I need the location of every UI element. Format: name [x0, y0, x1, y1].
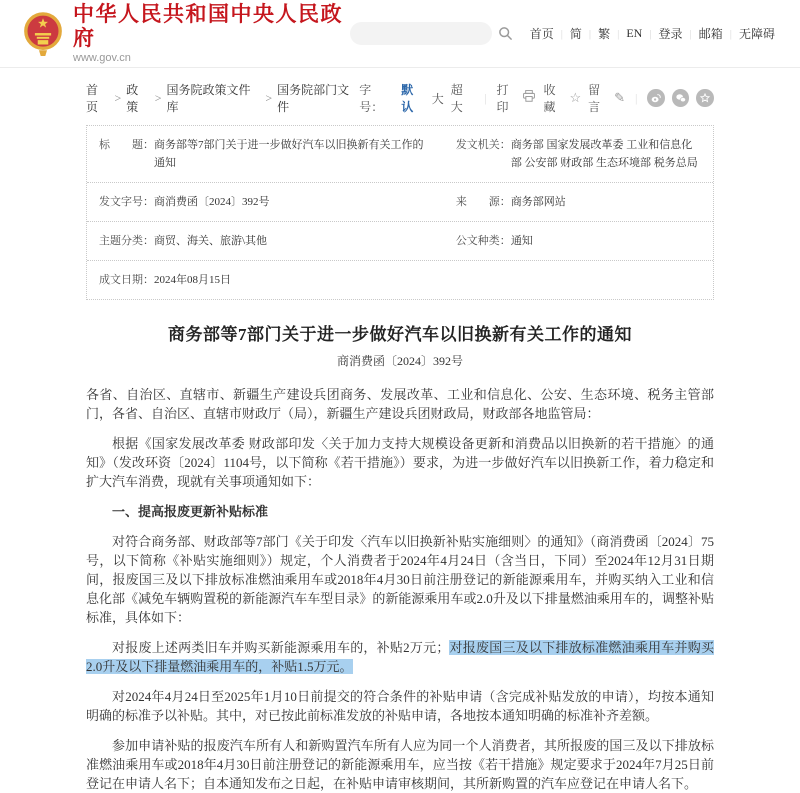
breadcrumb-policy-library[interactable]: 国务院政策文件库 [166, 83, 251, 114]
national-emblem-icon [22, 11, 64, 57]
breadcrumb-department-docs: 国务院部门文件 [277, 83, 350, 114]
breadcrumb-home[interactable]: 首页 [86, 83, 99, 114]
paragraph-application-window: 对2024年4月24日至2025年1月10日前提交的符合条件的补贴申请（含完成补贴发放的申请），均按本通知明确的标准予以补贴。其中，对已按此前标准发放的补贴申请，各地按本通知明确的标准补齐差额。 [86, 689, 714, 723]
qzone-share-icon[interactable] [696, 89, 714, 107]
logo-text [73, 3, 350, 63]
meta-title-cell [87, 126, 444, 182]
meta-date-cell [87, 261, 444, 299]
nav-separator: | [689, 27, 692, 40]
meta-doctype-cell [444, 222, 713, 260]
meta-issuing-value: 商务部 国家发展改革委 工业和信息化部 公安部 财政部 生态环境部 税务总局 [510, 139, 698, 169]
document-article [86, 320, 714, 793]
site-header [0, 0, 800, 68]
paragraph-eligibility: 对符合商务部、财政部等7部门《关于印发〈汽车以旧换新补贴实施细则〉的通知》（商消费函〔2024〕75号，以下简称《补贴实施细则》）规定，个人消费者于2024年4月24日（含当日，下同）至2024年12月31日期间，报废国三及以下排放标准燃油乘用车或2018年4月30日前注册登记的新能源乘用车，并购买纳入工业和信息化部《减免车辆购置税的新能源汽车车型目录》的新能源乘用车或2.0升及以下排量燃油乘用车的，调整补贴标准，具体如下： [86, 534, 714, 625]
meta-row-category [87, 222, 713, 261]
nav-simplified[interactable]: 简 [569, 27, 582, 41]
document-title: 商务部等7部门关于进一步做好汽车以旧换新有关工作的通知 [168, 325, 632, 344]
meta-row-number [87, 183, 713, 222]
meta-doctype-label: 公文种类： [455, 235, 511, 247]
wechat-share-icon[interactable] [672, 89, 690, 107]
nav-login[interactable]: 登录 [658, 27, 683, 41]
subsidy-text-normal: 对报废上述两类旧车并购买新能源乘用车的，补贴2万元； [112, 640, 450, 655]
pencil-icon: ✎ [614, 90, 626, 105]
print-label: 打印 [496, 83, 509, 114]
subsidy-text-highlighted: 对报废国三及以下排放标准燃油乘用车并购买2.0升及以下排量燃油乘用车的，补贴1.5万元。 [86, 640, 714, 674]
site-logo[interactable] [22, 3, 350, 63]
paragraph-salutation: 各省、自治区、直辖市、新疆生产建设兵团商务、发展改革、工业和信息化、公安、生态环境、税务主管部门，各省、自治区、直辖市财政厅（局），新疆生产建设兵团财政局，财政部各地监管局： [86, 387, 714, 421]
comment-label: 留言 [588, 83, 601, 114]
meta-number-value: 商消费函〔2024〕392号 [154, 196, 270, 208]
page-tools [359, 81, 714, 115]
weibo-share-icon[interactable] [647, 89, 665, 107]
section-heading-1: 一、提高报废更新补贴标准 [112, 504, 269, 519]
font-size-xlarge-button[interactable]: 超大 [450, 83, 463, 114]
breadcrumb-policy[interactable]: 政策 [126, 83, 139, 114]
favorite-button[interactable] [543, 81, 581, 115]
nav-separator: | [560, 27, 563, 40]
star-icon: ☆ [569, 90, 582, 105]
font-size-default-button[interactable]: 默认 [401, 83, 414, 114]
nav-separator: | [649, 27, 652, 40]
meta-row-date [87, 261, 713, 299]
meta-issuing-label: 发文机关： [455, 139, 511, 151]
header-right [350, 22, 782, 45]
meta-issuing-cell [444, 126, 713, 182]
meta-number-label: 发文字号： [99, 196, 154, 208]
meta-category-label: 主题分类： [99, 235, 154, 247]
paragraph-basis: 根据《国家发展改革委 财政部印发〈关于加力支持大规模设备更新和消费品以旧换新的若干措施〉的通知》（发改环资〔2024〕1104号，以下简称《若干措施》）要求，为进一步做好汽车以旧换新工作，着力稳定和扩大汽车消费，现就有关事项通知如下： [86, 436, 714, 489]
breadcrumb-separator: > [265, 90, 273, 105]
top-nav [523, 25, 782, 42]
site-title: 中华人民共和国中央人民政府 [73, 2, 343, 50]
nav-traditional[interactable]: 繁 [598, 27, 611, 41]
meta-source-value: 商务部网站 [510, 196, 566, 208]
nav-separator: | [617, 27, 620, 40]
meta-category-cell [87, 222, 444, 260]
breadcrumb-separator: > [154, 90, 162, 105]
paragraph-ownership-rules: 参加申请补贴的报废汽车所有人和新购置汽车所有人应为同一个人消费者，其所报废的国三及以下排放标准燃油乘用车或2018年4月30日前注册登记的新能源乘用车，应当按《若干措施》规定要求于2024年7月25日前登记在申请人名下；自本通知发布之日起，在补贴申请审核期间，其所新购置的汽车应登记在申请人名下。 [86, 738, 714, 791]
content-column [86, 68, 714, 793]
site-url: www.gov.cn [73, 51, 131, 64]
meta-category-value: 商贸、海关、旅游\其他 [154, 235, 268, 247]
print-button[interactable] [497, 81, 537, 115]
meta-doctype-value: 通知 [510, 235, 533, 247]
meta-title-label: 标 题： [99, 139, 154, 151]
document-number: 商消费函〔2024〕392号 [336, 354, 463, 368]
search-input[interactable] [350, 22, 492, 45]
meta-date-label: 成文日期： [99, 274, 154, 286]
font-size-large-button[interactable]: 大 [431, 91, 444, 106]
font-size-label: 字号： [359, 83, 384, 114]
nav-home[interactable]: 首页 [529, 27, 554, 41]
meta-row-title [87, 126, 713, 183]
meta-source-cell [444, 183, 713, 221]
comment-button[interactable] [588, 81, 625, 115]
favorite-label: 收藏 [543, 83, 556, 114]
meta-number-cell [87, 183, 444, 221]
search-icon[interactable] [498, 26, 513, 41]
meta-title-value: 商务部等7部门关于进一步做好汽车以旧换新有关工作的通知 [154, 139, 424, 169]
paragraph-subsidy-amounts [86, 638, 714, 676]
nav-mailbox[interactable]: 邮箱 [698, 27, 723, 41]
meta-source-label: 来 源： [455, 196, 511, 208]
topbar [86, 68, 714, 125]
nav-english[interactable]: EN [626, 26, 643, 40]
tools-separator: | [484, 90, 487, 105]
tools-separator: | [635, 90, 638, 105]
meta-date-value: 2024年08月15日 [154, 274, 231, 286]
nav-accessibility[interactable]: 无障碍 [738, 27, 775, 41]
breadcrumb [86, 81, 359, 115]
nav-separator: | [588, 27, 592, 40]
document-meta-table [86, 125, 714, 300]
breadcrumb-separator: > [114, 90, 122, 105]
printer-icon [522, 89, 536, 107]
nav-separator: | [729, 27, 732, 40]
